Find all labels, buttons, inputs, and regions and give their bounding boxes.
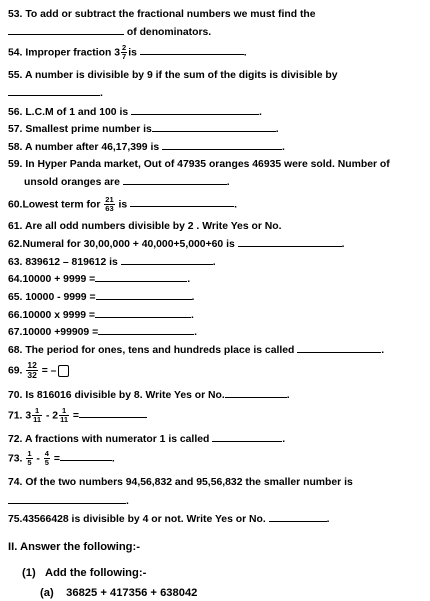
fraction-21-63: $\frac{21}{63}$: [105, 195, 114, 213]
q59-line2: unsold oranges are .: [24, 177, 230, 188]
fraction-1-11-b: $\frac{1}{11}$: [60, 406, 69, 424]
answer-blank[interactable]: [162, 140, 282, 150]
q55-line1: 55. A number is divisible by 9 if the sum of the digits is divisible by: [8, 70, 338, 81]
q64: 64.10000 + 9999 = .: [8, 274, 191, 285]
q66: 66.10000 x 9999 = .: [8, 310, 194, 321]
answer-blank[interactable]: [60, 451, 112, 461]
subsection-1: (1) Add the following:-: [22, 567, 147, 579]
q56: 56. L.C.M of 1 and 100 is .: [8, 107, 262, 118]
q73: 73. $\frac{1}{5}$ - $\frac{4}{5}$ = .: [8, 449, 115, 467]
answer-blank[interactable]: [98, 325, 194, 335]
subsection-a: (a) 36825 + 417356 + 638042: [40, 587, 198, 599]
answer-blank[interactable]: [297, 343, 381, 353]
answer-blank[interactable]: [8, 494, 126, 504]
answer-box[interactable]: [58, 365, 69, 377]
fraction-4-5: $\frac{4}{5}$: [44, 449, 49, 467]
q67: 67.10000 +99909 = .: [8, 327, 198, 338]
answer-blank[interactable]: [212, 432, 282, 442]
q74-line2: .: [8, 494, 129, 508]
q70: 70. Is 816016 divisible by 8. Write Yes or No. .: [8, 390, 290, 401]
answer-blank[interactable]: [269, 512, 327, 522]
fraction-2-7: $\frac{2}{7}$: [122, 43, 127, 61]
answer-blank[interactable]: [96, 290, 192, 300]
answer-blank[interactable]: [152, 122, 276, 132]
answer-blank[interactable]: [238, 237, 342, 247]
answer-blank[interactable]: [140, 45, 244, 55]
fraction-12-32: $\frac{12}{32}$: [27, 360, 37, 380]
q75: 75.43566428 is divisible by 4 or not. Write Yes or No. .: [8, 514, 330, 525]
fraction-1-5: $\frac{1}{5}$: [27, 449, 32, 467]
q58: 58. A number after 46,17,399 is .: [8, 142, 285, 153]
fraction-1-11-a: $\frac{1}{11}$: [33, 406, 42, 424]
answer-blank[interactable]: [8, 25, 124, 35]
q72: 72. A fractions with numerator 1 is called .: [8, 434, 286, 445]
answer-blank[interactable]: [225, 388, 287, 398]
q69: 69. $\frac{12}{32}$ = –: [8, 361, 69, 380]
q59-line1: 59. In Hyper Panda market, Out of 47935 oranges 46935 were sold. Number of: [8, 159, 390, 170]
answer-blank[interactable]: [121, 255, 213, 265]
answer-blank[interactable]: [130, 197, 234, 207]
answer-blank[interactable]: [95, 308, 191, 318]
answer-blank[interactable]: [123, 175, 227, 185]
q71: 71. 3 $\frac{1}{11}$ - 2 $\frac{1}{11}$ =: [8, 407, 147, 424]
q74-line1: 74. Of the two numbers 94,56,832 and 95,56,832 the smaller number is: [8, 477, 353, 488]
answer-blank[interactable]: [79, 408, 147, 418]
q53-line1: 53. To add or subtract the fractional numbers we must find the: [8, 9, 316, 20]
q55-line2: .: [8, 86, 103, 100]
q62: 62.Numeral for 30,00,000 + 40,000+5,000+60 is .: [8, 239, 345, 250]
answer-blank[interactable]: [95, 272, 187, 282]
q54: 54. Improper fraction 3 $\frac{2}{7}$ is .: [8, 43, 247, 61]
q63: 63. 839612 – 819612 is .: [8, 257, 216, 268]
q57: 57. Smallest prime number is .: [8, 124, 279, 135]
q61: 61. Are all odd numbers divisible by 2 . Write Yes or No.: [8, 221, 282, 232]
answer-blank[interactable]: [131, 105, 259, 115]
q53-line2: of denominators.: [8, 25, 211, 39]
q60: 60.Lowest term for $\frac{21}{63}$ is .: [8, 195, 237, 213]
answer-blank[interactable]: [8, 86, 100, 96]
q65: 65. 10000 - 9999 = .: [8, 292, 195, 303]
section-2-title: II. Answer the following:-: [8, 541, 140, 553]
q68: 68. The period for ones, tens and hundreds place is called .: [8, 345, 385, 356]
